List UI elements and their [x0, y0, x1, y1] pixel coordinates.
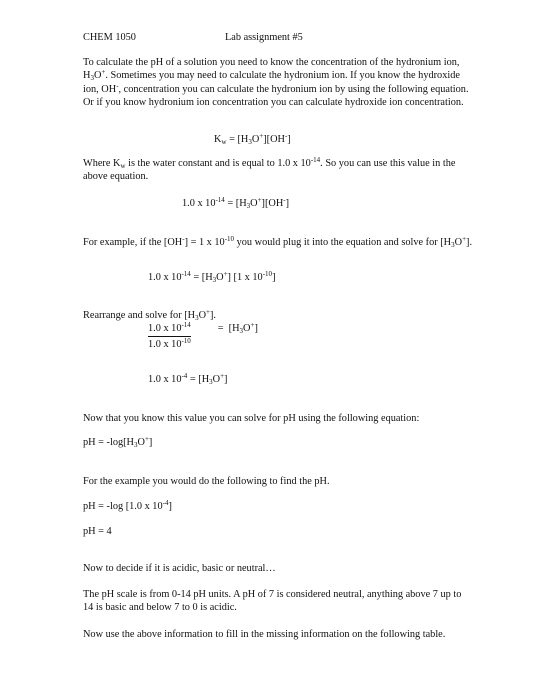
example-paragraph: For example, if the [OH-] = 1 x $10^{-10}$ you would plug it into the equation and solve for $[H_3O^+]$. [83, 235, 473, 249]
decide-text: Now to decide if it is acidic, basic or neutral… [83, 563, 276, 574]
wc-end: . So you can use this value in the above equation. [83, 158, 456, 183]
kw-equation: $K_w = [H_3O^+][OH^-]$ [214, 132, 291, 146]
ph-formula: pH = $-\log[H_3O^+]$ [83, 435, 153, 449]
wc-post: is the water constant and is equal to 1.0 x 10 [125, 158, 311, 169]
course-code: CHEM 1050 [83, 32, 136, 43]
equation-1: 1.0 x $10^{-14} = [H_3O^+][OH^-]$ [182, 196, 290, 210]
wc-exp: -14 [310, 156, 321, 165]
equation-3: 1.0 x $10^{-4} = [H_3O^+]$ [148, 372, 228, 386]
instruction-text: Now use the above information to fill in the missing information on the following table. [83, 629, 446, 640]
ex-mid: ] = 1 x 10 [184, 237, 225, 248]
water-constant-paragraph: Where $K_w$ is the water constant and is equal to 1.0 x $10^{-14}$. So you can use this value in the above equation. [83, 156, 456, 183]
intro-paragraph: To calculate the pH of a solution you need to know the concentration of the hydronium ion, $H_3O^+$. Sometimes you may need to calculate the hydronium ion. If you know the hydroxide ion, OH-, concentration you can calculate the hydronium ion by using the following equation. Or if you know hydronium ion concentration you can calculate hydroxide ion concentration. [83, 57, 469, 109]
intro-sup-minus: - [116, 81, 119, 90]
fraction-denominator: 1.0 x $10^{-10}$ [148, 337, 191, 351]
assignment-title: Lab assignment #5 [225, 32, 303, 43]
ex-pre: For example, if the [OH [83, 237, 183, 248]
intro-text-1: To calculate the pH of a solution you need to know the concentration of the hydronium ion, H [83, 57, 460, 82]
intro-text-4: , concentration you can calculate the hydronium ion by using the following equation. Or if you know hydronium ion concentration you can calculate hydroxide ion concentration. [83, 83, 469, 109]
rearrange-text: Rearrange and solve for $[H_3O^+]$. [83, 308, 216, 322]
ph-calculation: pH = -log [1.0 x $10^{-4}$] [83, 499, 172, 512]
now-solve-text: Now that you know this value you can solve for pH using the following equation: [83, 413, 420, 424]
fraction-numerator: 1.0 x $10^{-14}$ [148, 322, 191, 337]
ph-scale-paragraph: The pH scale is from 0-14 pH units. A pH of 7 is considered neutral, anything above 7 up to 14 is basic and below 7 to 0 is acidic. [83, 589, 462, 614]
fraction-equals: = $[H_3O^+]$ [210, 321, 258, 335]
for-example-text: For the example you would do the following to find the pH. [83, 476, 330, 487]
intro-text-3: . Sometimes you may need to calculate the hydronium ion. If you know the hydroxide ion, OH [83, 70, 460, 95]
ex-exp: -10 [224, 235, 235, 244]
ph-result: pH = 4 [83, 526, 112, 537]
intro-text-2: O [93, 70, 102, 82]
equation-2: 1.0 x $10^{-14} = [H_3O^+]$ [1 x $10^{-10}$] [148, 270, 276, 284]
wc-pre: Where K [83, 158, 121, 169]
ex-close: ]. [466, 237, 473, 248]
intro-sup-plus: + [101, 68, 106, 77]
ex-end: you would plug it into the equation and solve for [H [234, 237, 452, 248]
fraction [148, 322, 191, 352]
